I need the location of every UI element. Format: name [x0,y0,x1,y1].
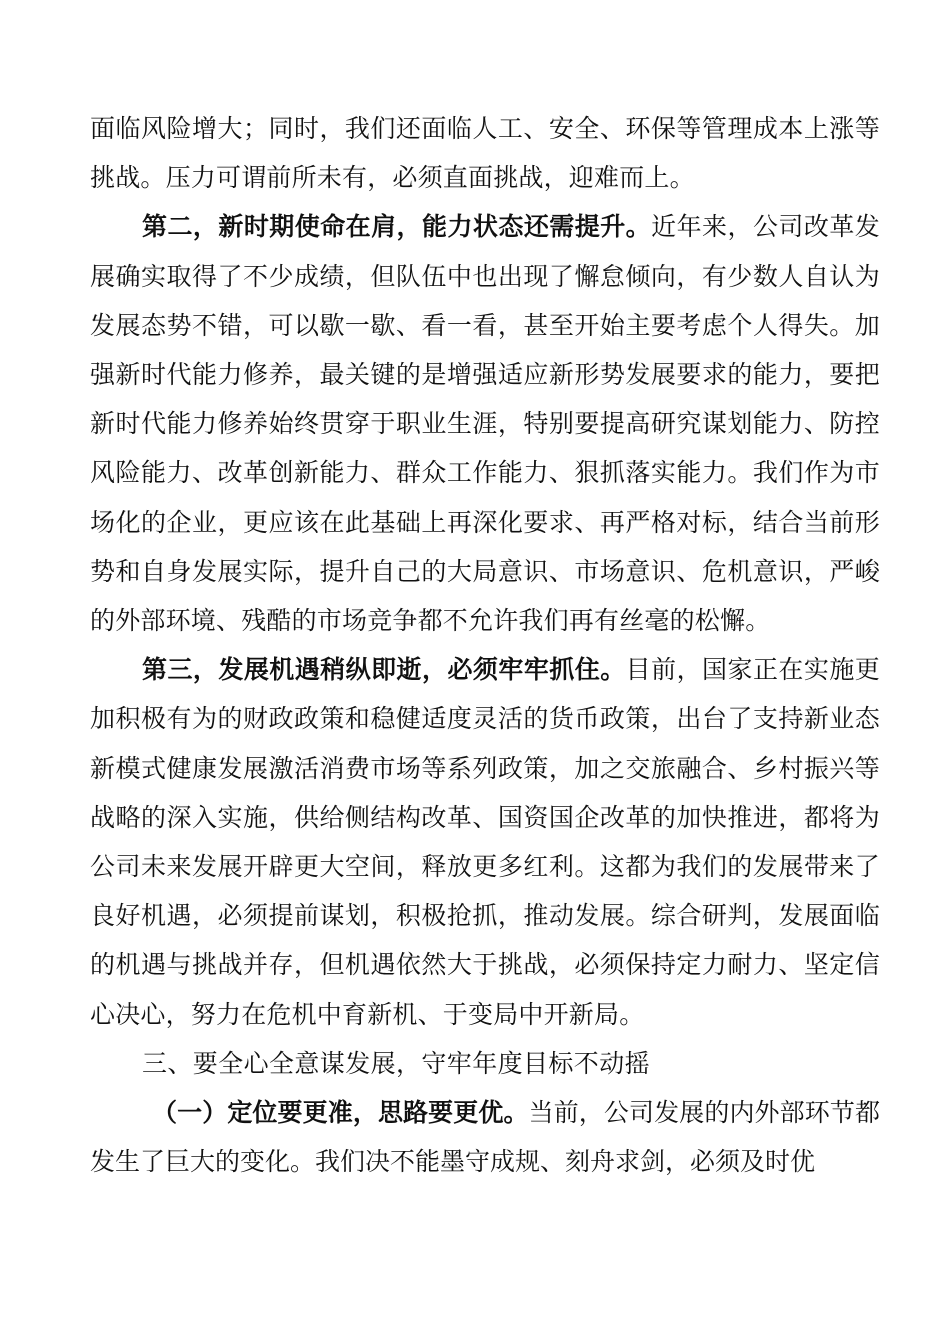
paragraph-text: 近年来，公司改革发展确实取得了不少成绩，但队伍中也出现了懈怠倾向，有少数人自认为发展态势不错，可以歇一歇、看一看，甚至开始主要考虑个人得失。加强新时代能力修养，最关键的是增强适应新形势发展要求的能力，要把新时代能力修养始终贯穿于职业生涯，特别要提高研究谋划能力、防控风险能力、改革创新能力、群众工作能力、狠抓落实能力。我们作为市场化的企业，更应该在此基础上再深化要求、再严格对标，结合当前形势和自身发展实际，提升自己的大局意识、市场意识、危机意识，严峻的外部环境、残酷的市场竞争都不允许我们再有丝毫的松懈。 [90,212,880,636]
paragraph-continuation [90,104,880,202]
section-heading: 三、要全心全意谋发展，守牢年度目标不动摇 [142,1048,651,1078]
paragraph-lead: 第三，发展机遇稍纵即逝，必须牢牢抓住。 [142,655,626,685]
paragraph-text: 目前，国家正在实施更加积极有为的财政政策和稳健适度灵活的货币政策，出台了支持新业态新模式健康发展激活消费市场等系列政策，加之交旅融合、乡村振兴等战略的深入实施，供给侧结构改革、国资国企改革的加快推进，都将为公司未来发展开辟更大空间，释放更多红利。这都为我们的发展带来了良好机遇，必须提前谋划，积极抢抓，推动发展。综合研判，发展面临的机遇与挑战并存，但机遇依然大于挑战，必须保持定力耐力、坚定信心决心，努力在危机中育新机、于变局中开新局。 [90,655,880,1029]
paragraph-text: 当前，公司发展的内外部环节都发生了巨大的变化。我们决不能墨守成规、刻舟求剑，必须及时优 [90,1098,880,1177]
paragraph-third-point [90,645,880,1039]
paragraph-lead: （一）定位要更准，思路要更优。 [152,1098,529,1128]
document-body [90,104,880,1186]
paragraph-second-point [90,202,880,645]
paragraph-text: 面临风险增大；同时，我们还面临人工、安全、环保等管理成本上涨等挑战。压力可谓前所未有，必须直面挑战，迎难而上。 [90,114,880,193]
paragraph-sub-point [90,1088,880,1186]
paragraph-lead: 第二，新时期使命在肩，能力状态还需提升。 [142,212,652,242]
